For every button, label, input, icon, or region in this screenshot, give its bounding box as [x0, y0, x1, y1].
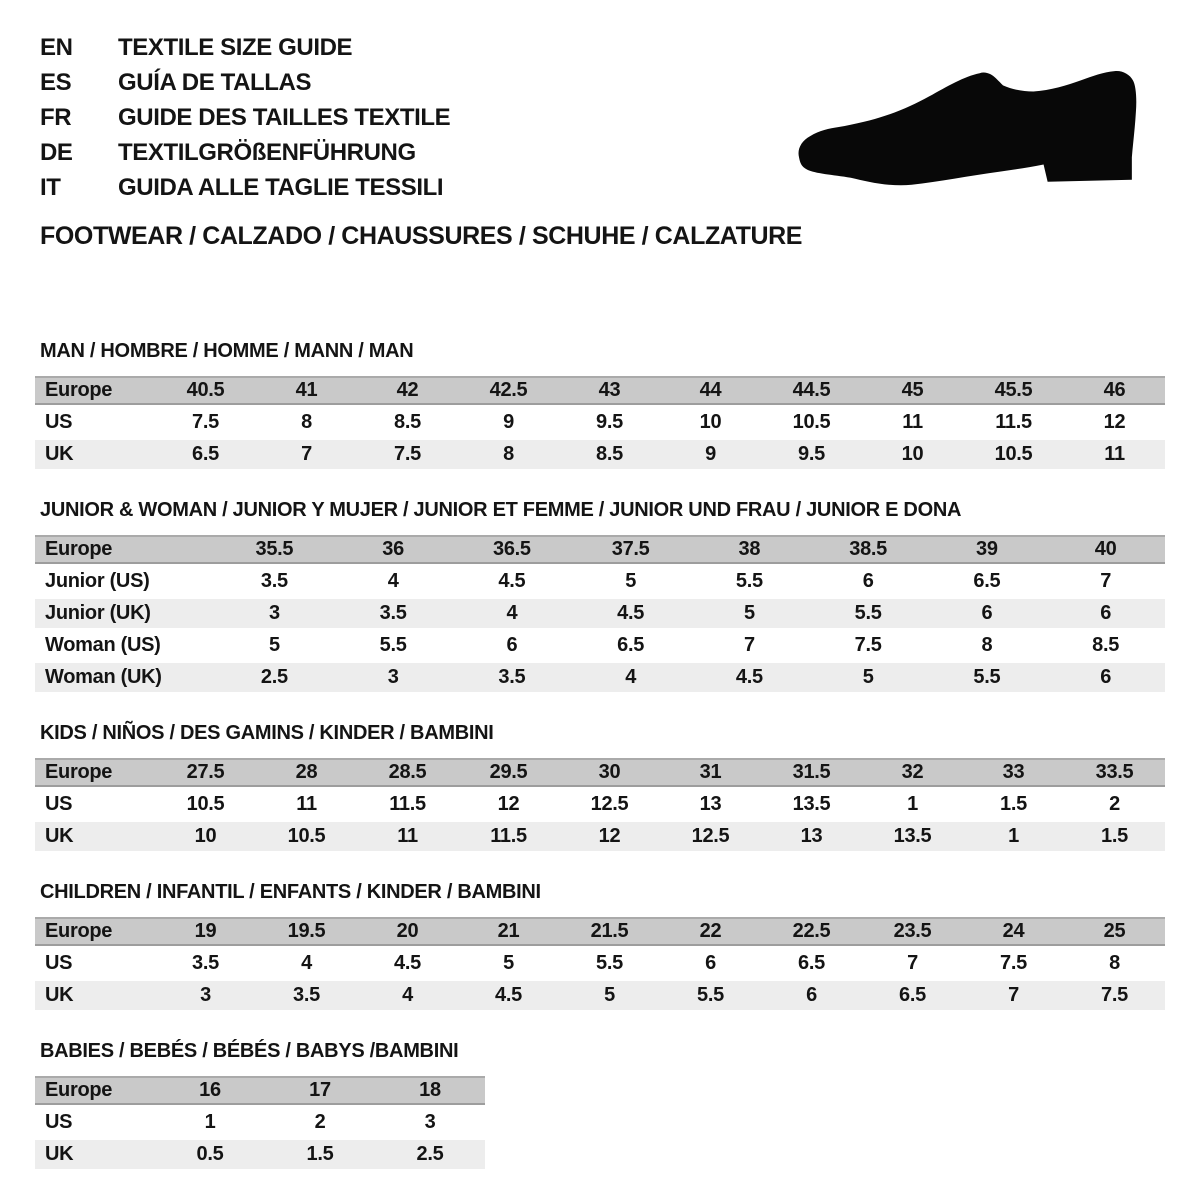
size-cell: 35.5: [255, 538, 294, 560]
size-cell: 2.5: [260, 666, 288, 688]
size-cell: 8.5: [394, 411, 421, 433]
size-section-babies: [35, 1040, 1165, 1169]
size-cell: 4.5: [617, 602, 645, 624]
size-cell: 7.5: [394, 443, 421, 465]
size-table: [35, 758, 1165, 851]
guide-title: GUIDA ALLE TAGLIE TESSILI: [118, 174, 444, 201]
size-cell: 12: [1103, 411, 1126, 433]
category-heading: FOOTWEAR / CALZADO / CHAUSSURES / SCHUHE / CALZATURE: [40, 222, 803, 250]
language-code: IT: [40, 174, 61, 201]
size-cell: 33.5: [1095, 761, 1134, 783]
size-cell: 5: [862, 666, 874, 688]
size-cell: 3.5: [260, 570, 288, 592]
size-cell: 9: [705, 443, 716, 465]
size-cell: 16: [199, 1079, 221, 1101]
size-cell: 45.5: [994, 379, 1033, 401]
size-cell: 4: [402, 984, 413, 1006]
size-cell: 9.5: [798, 443, 825, 465]
size-cell: 11: [1104, 443, 1125, 465]
size-cell: 5.5: [854, 602, 882, 624]
size-row: [35, 376, 1165, 405]
size-cell: 43: [598, 379, 621, 401]
row-label: UK: [45, 984, 74, 1006]
size-cell: 7.5: [192, 411, 219, 433]
size-cell: 12: [598, 825, 621, 847]
size-cell: 28: [295, 761, 318, 783]
dress-shoe-silhouette-icon: [797, 55, 1142, 203]
section-title: KIDS / NIÑOS / DES GAMINS / KINDER / BAMBINI: [40, 722, 494, 744]
size-cell: 7: [743, 634, 755, 656]
size-cell: 40.5: [186, 379, 225, 401]
size-cell: 10.5: [994, 443, 1033, 465]
row-label: UK: [45, 825, 74, 847]
size-section-children: [35, 881, 1165, 1010]
section-title: BABIES / BEBÉS / BÉBÉS / BABYS /BAMBINI: [40, 1040, 459, 1062]
size-cell: 21.5: [590, 920, 629, 942]
size-cell: 11.5: [995, 411, 1032, 433]
size-cell: 4.5: [498, 570, 526, 592]
size-cell: 28.5: [388, 761, 427, 783]
size-cell: 6.5: [192, 443, 219, 465]
size-row: [35, 1108, 485, 1137]
size-cell: 13: [699, 793, 722, 815]
language-code: FR: [40, 104, 72, 131]
size-cell: 6: [862, 570, 874, 592]
size-cell: 6: [506, 634, 518, 656]
size-cell: 1: [1008, 825, 1019, 847]
size-section-junior-woman: [35, 499, 1165, 692]
row-label: US: [45, 411, 73, 433]
size-cell: 8.5: [1092, 634, 1120, 656]
size-cell: 12: [497, 793, 520, 815]
size-cell: 42.5: [489, 379, 528, 401]
size-cell: 3.5: [192, 952, 219, 974]
size-cell: 3: [387, 666, 399, 688]
size-cell: 4.5: [394, 952, 421, 974]
language-title-row: [40, 100, 450, 135]
size-cell: 18: [419, 1079, 441, 1101]
size-row: [35, 1140, 485, 1169]
size-cell: 1.5: [1101, 825, 1128, 847]
size-cell: 38: [738, 538, 761, 560]
row-label: UK: [45, 443, 74, 465]
size-cell: 5.5: [697, 984, 724, 1006]
size-cell: 5: [503, 952, 514, 974]
guide-title: GUÍA DE TALLAS: [118, 69, 312, 96]
size-cell: 19.5: [287, 920, 326, 942]
section-title: MAN / HOMBRE / HOMME / MANN / MAN: [40, 340, 414, 362]
size-section-man: [35, 340, 1165, 469]
language-code: EN: [40, 34, 73, 61]
size-cell: 19: [194, 920, 217, 942]
language-code: ES: [40, 69, 72, 96]
size-row: [35, 822, 1165, 851]
size-cell: 7: [301, 443, 312, 465]
size-row: [35, 599, 1165, 628]
size-cell: 8: [503, 443, 514, 465]
size-cell: 11: [296, 793, 317, 815]
size-cell: 25: [1103, 920, 1126, 942]
size-cell: 31: [699, 761, 722, 783]
size-cell: 8: [301, 411, 312, 433]
size-cell: 6: [1100, 666, 1112, 688]
size-cell: 5: [268, 634, 280, 656]
size-cell: 10.5: [287, 825, 326, 847]
size-cell: 2.5: [416, 1143, 444, 1165]
size-row: [35, 790, 1165, 819]
size-cell: 5.5: [379, 634, 407, 656]
size-cell: 7: [1008, 984, 1019, 1006]
size-cell: 36: [382, 538, 404, 560]
row-label: Europe: [45, 1079, 113, 1101]
size-cell: 4: [387, 570, 399, 592]
size-cell: 6: [981, 602, 993, 624]
size-row: [35, 981, 1165, 1010]
size-cell: 42: [396, 379, 419, 401]
size-cell: 13: [800, 825, 823, 847]
guide-title: TEXTILGRÖßENFÜHRUNG: [118, 139, 416, 166]
size-row: [35, 1076, 485, 1105]
row-label: Europe: [45, 761, 113, 783]
size-cell: 6: [806, 984, 817, 1006]
row-label: Woman (UK): [45, 666, 162, 688]
size-cell: 41: [295, 379, 318, 401]
size-cell: 3.5: [293, 984, 320, 1006]
size-cell: 29.5: [489, 761, 528, 783]
size-cell: 3.5: [379, 602, 407, 624]
language-code: DE: [40, 139, 73, 166]
size-section-kids: [35, 722, 1165, 851]
size-cell: 3.5: [498, 666, 526, 688]
size-cell: 7.5: [854, 634, 882, 656]
size-cell: 32: [901, 761, 924, 783]
size-cell: 11: [902, 411, 923, 433]
size-cell: 22.5: [792, 920, 831, 942]
row-label: US: [45, 952, 73, 974]
row-label: Europe: [45, 920, 113, 942]
size-cell: 40: [1094, 538, 1117, 560]
size-row: [35, 408, 1165, 437]
size-cell: 13.5: [893, 825, 932, 847]
size-cell: 5.5: [735, 570, 763, 592]
size-cell: 12.5: [691, 825, 730, 847]
size-tables: [35, 340, 1165, 1172]
size-cell: 5.5: [596, 952, 623, 974]
size-cell: 3: [200, 984, 211, 1006]
size-cell: 10: [194, 825, 217, 847]
size-row: [35, 440, 1165, 469]
size-cell: 7.5: [1000, 952, 1027, 974]
size-cell: 6.5: [617, 634, 645, 656]
size-cell: 2: [1109, 793, 1120, 815]
section-title: CHILDREN / INFANTIL / ENFANTS / KINDER / BAMBINI: [40, 881, 541, 903]
size-cell: 45: [901, 379, 924, 401]
size-cell: 10.5: [186, 793, 225, 815]
size-cell: 46: [1103, 379, 1126, 401]
language-title-list: [40, 30, 450, 205]
size-cell: 20: [396, 920, 419, 942]
size-cell: 7.5: [1101, 984, 1128, 1006]
size-cell: 1.5: [306, 1143, 334, 1165]
row-label: US: [45, 793, 73, 815]
size-table: [35, 917, 1165, 1010]
size-cell: 11.5: [490, 825, 527, 847]
size-row: [35, 567, 1165, 596]
row-label: Junior (UK): [45, 602, 151, 624]
size-cell: 5: [625, 570, 637, 592]
size-cell: 3: [424, 1111, 436, 1133]
row-label: US: [45, 1111, 73, 1133]
size-cell: 27.5: [186, 761, 225, 783]
size-cell: 9: [503, 411, 514, 433]
size-cell: 5: [743, 602, 755, 624]
size-cell: 10.5: [792, 411, 831, 433]
size-cell: 44.5: [792, 379, 831, 401]
size-cell: 31.5: [792, 761, 831, 783]
size-cell: 4.5: [735, 666, 763, 688]
size-table: [35, 1076, 485, 1169]
language-title-row: [40, 135, 450, 170]
size-cell: 9.5: [596, 411, 623, 433]
size-cell: 8: [1109, 952, 1120, 974]
size-cell: 6: [1100, 602, 1112, 624]
row-label: Europe: [45, 538, 113, 560]
size-cell: 17: [309, 1079, 331, 1101]
size-row: [35, 917, 1165, 946]
size-cell: 38.5: [849, 538, 887, 560]
size-row: [35, 949, 1165, 978]
size-cell: 6.5: [973, 570, 1001, 592]
size-row: [35, 663, 1165, 692]
size-cell: 6.5: [899, 984, 926, 1006]
size-cell: 1: [204, 1111, 216, 1133]
size-cell: 37.5: [611, 538, 650, 560]
size-cell: 7: [907, 952, 918, 974]
row-label: Junior (US): [45, 570, 150, 592]
size-cell: 33: [1002, 761, 1025, 783]
size-table: [35, 535, 1165, 692]
size-cell: 24: [1002, 920, 1025, 942]
size-cell: 36.5: [493, 538, 531, 560]
size-cell: 22: [699, 920, 722, 942]
guide-title: GUIDE DES TAILLES TEXTILE: [118, 104, 451, 131]
size-cell: 23.5: [893, 920, 932, 942]
row-label: Woman (US): [45, 634, 161, 656]
size-cell: 12.5: [590, 793, 629, 815]
size-cell: 11: [397, 825, 418, 847]
section-title: JUNIOR & WOMAN / JUNIOR Y MUJER / JUNIOR ET FEMME / JUNIOR UND FRAU / JUNIOR E DONA: [40, 499, 962, 521]
guide-title: TEXTILE SIZE GUIDE: [118, 34, 353, 61]
size-row: [35, 535, 1165, 564]
language-title-row: [40, 30, 450, 65]
size-cell: 6.5: [798, 952, 825, 974]
size-cell: 44: [699, 379, 722, 401]
size-cell: 11.5: [389, 793, 426, 815]
size-cell: 39: [976, 538, 998, 560]
size-cell: 8: [981, 634, 993, 656]
size-cell: 21: [497, 920, 520, 942]
language-title-row: [40, 170, 450, 205]
size-table: [35, 376, 1165, 469]
size-row: [35, 631, 1165, 660]
size-cell: 1.5: [1000, 793, 1027, 815]
size-cell: 4.5: [495, 984, 522, 1006]
size-cell: 4: [625, 666, 637, 688]
size-cell: 5: [604, 984, 615, 1006]
size-cell: 2: [314, 1111, 326, 1133]
size-cell: 5.5: [973, 666, 1001, 688]
size-cell: 0.5: [196, 1143, 224, 1165]
size-cell: 10: [699, 411, 722, 433]
size-cell: 7: [1100, 570, 1112, 592]
size-cell: 13.5: [792, 793, 831, 815]
size-cell: 4: [506, 602, 518, 624]
size-cell: 4: [301, 952, 312, 974]
row-label: UK: [45, 1143, 74, 1165]
size-cell: 30: [598, 761, 621, 783]
row-label: Europe: [45, 379, 113, 401]
size-cell: 1: [907, 793, 918, 815]
size-row: [35, 758, 1165, 787]
language-title-row: [40, 65, 450, 100]
size-cell: 8.5: [596, 443, 623, 465]
size-cell: 3: [268, 602, 280, 624]
size-cell: 6: [705, 952, 716, 974]
size-cell: 10: [901, 443, 924, 465]
